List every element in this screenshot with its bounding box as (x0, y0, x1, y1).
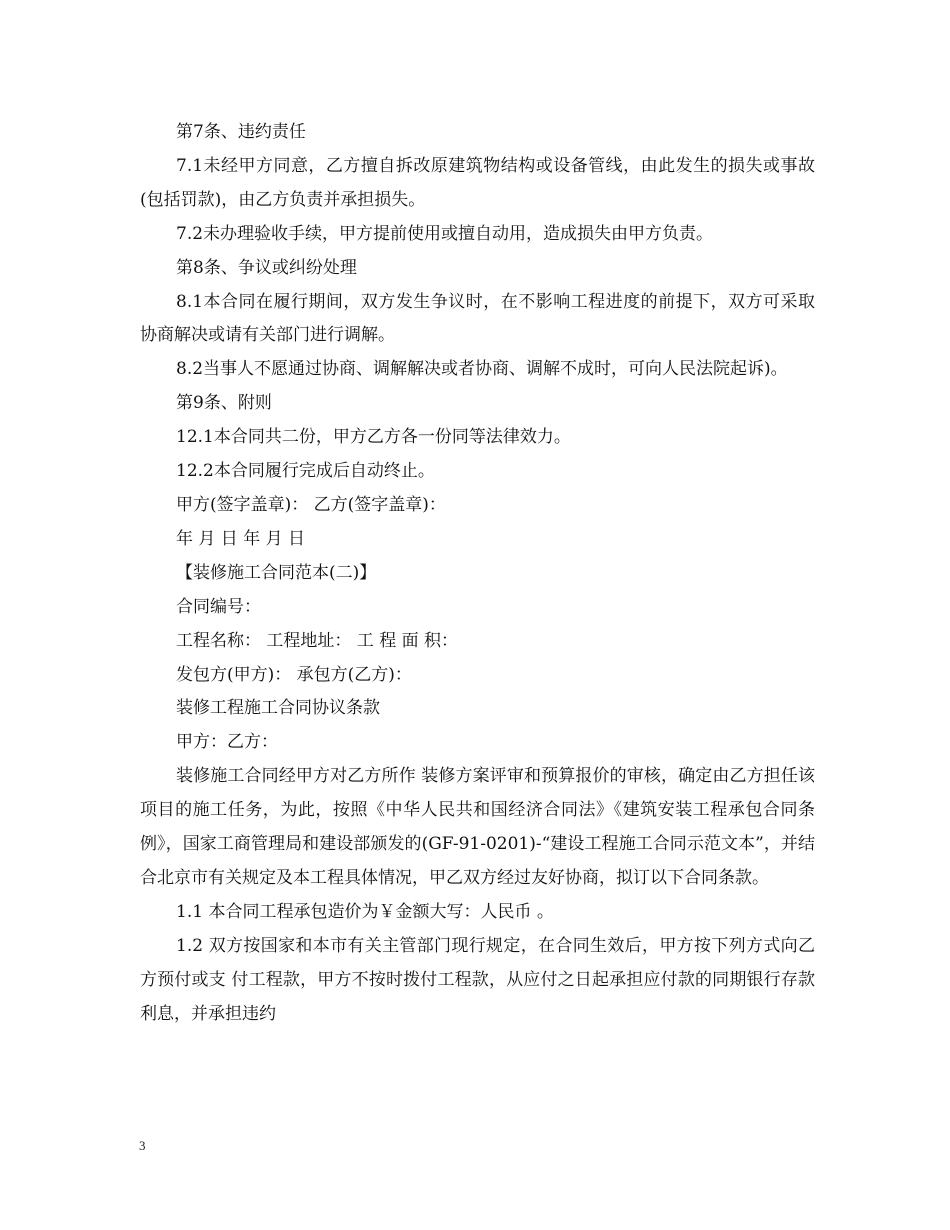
clause-8-1: 8.1本合同在履行期间，双方发生争议时，在不影响工程进度的前提下，双方可采取协商解决或请有关部门进行调解。 (140, 291, 815, 346)
document-body (140, 116, 815, 1031)
heading-article-8: 第8条、争议或纠纷处理 (176, 257, 357, 278)
clause-12-2: 12.2本合同履行完成后自动终止。 (176, 461, 435, 482)
parties-line: 发包方(甲方)： 承包方(乙方)： (176, 664, 412, 685)
agreement-title: 装修工程施工合同协议条款 (176, 698, 380, 719)
page-number: 3 (139, 1138, 146, 1153)
clause-8-2: 8.2当事人不愿通过协商、调解解决或者协商、调解不成时，可向人民法院起诉)。 (176, 359, 788, 380)
project-info-line: 工程名称： 工程地址： 工 程 面 积： (176, 630, 459, 651)
clause-1-1: 1.1 本合同工程承包造价为￥金额大写：人民币 。 (176, 901, 554, 922)
date-line: 年 月 日 年 月 日 (176, 528, 306, 549)
preamble-paragraph: 装修施工合同经甲方对乙方所作 装修方案评审和预算报价的审核，确定由乙方担任该项目的施工任务，为此，按照《中华人民共和国经济合同法》《建筑安装工程承包合同条例》，国家工商管理局和建设部颁发的(GF-91-0201)-“建设工程施工合同示范文本”，并结合北京市有关规定及本工程具体情况，甲乙双方经过友好协商，拟订以下合同条款。 (140, 766, 815, 888)
clause-1-2: 1.2 双方按国家和本市有关主管部门现行规定，在合同生效后，甲方按下列方式向乙方预付或支 付工程款，甲方不按时拨付工程款，从应付之日起承担应付款的同期银行存款利息，并承担违约 (140, 935, 815, 1024)
clause-12-1: 12.1本合同共二份，甲方乙方各一份同等法律效力。 (176, 427, 571, 448)
signature-line: 甲方(签字盖章)： 乙方(签字盖章)： (176, 494, 446, 515)
contract-number-line: 合同编号： (176, 596, 261, 617)
clause-7-2: 7.2未办理验收手续，甲方提前使用或擅自动用，造成损失由甲方负责。 (176, 223, 714, 244)
heading-article-7: 第7条、违约责任 (176, 122, 306, 142)
heading-article-9: 第9条、附则 (176, 393, 272, 414)
party-names-line: 甲方：乙方： (176, 732, 278, 753)
clause-7-1: 7.1未经甲方同意，乙方擅自拆改原建筑物结构或设备管线，由此发生的损失或事故(包括罚款)，由乙方负责并承担损失。 (140, 155, 815, 210)
section-title: 【装修施工合同范本(二)】 (176, 562, 377, 583)
